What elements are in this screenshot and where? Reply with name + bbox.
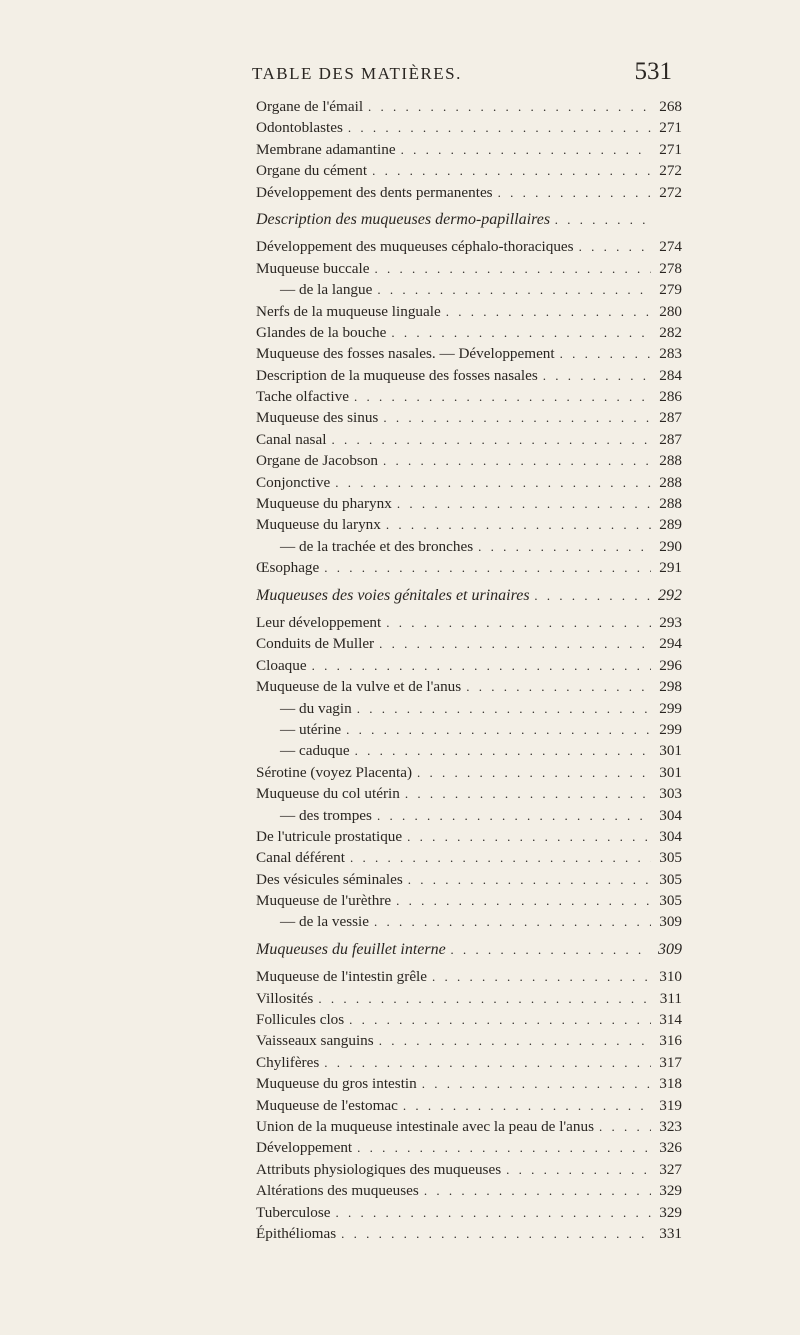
dot-leader	[355, 740, 651, 761]
toc-entry	[256, 258, 682, 279]
dot-leader	[346, 719, 651, 740]
toc-entry-label: Description de la muqueuse des fosses nasales	[256, 366, 538, 384]
toc-entry-label: Muqueuse du larynx	[256, 516, 381, 534]
toc-entry-label: Muqueuse de l'intestin grêle	[256, 968, 428, 986]
dot-leader	[383, 407, 651, 428]
dot-leader	[446, 301, 651, 322]
toc-entry	[256, 1009, 682, 1030]
toc-entry	[256, 890, 682, 911]
dot-leader	[417, 762, 651, 783]
toc-entry	[256, 988, 682, 1009]
toc-entry-page: 327	[659, 1160, 682, 1178]
dot-leader	[318, 988, 651, 1009]
dot-leader	[405, 783, 651, 804]
toc-entry-label: Tuberculose	[256, 1203, 331, 1221]
toc-entry-label: — utérine	[280, 720, 342, 738]
toc-entry-label: Chylifères	[256, 1053, 320, 1071]
dot-leader	[357, 698, 651, 719]
dot-leader	[374, 911, 651, 932]
toc-entry-page: 301	[659, 763, 682, 781]
toc-entry	[256, 160, 682, 181]
toc-entry-page: 314	[659, 1011, 682, 1029]
toc-entry	[256, 557, 682, 578]
toc-entry	[256, 279, 682, 300]
toc-entry-label: Muqueuse de l'urèthre	[256, 892, 392, 910]
toc-entry-label: Nerfs de la muqueuse linguale	[256, 302, 441, 320]
dot-leader	[407, 826, 651, 847]
dot-leader	[377, 805, 651, 826]
toc-entry-label: — de la langue	[280, 281, 373, 299]
toc-entry	[256, 847, 682, 868]
toc-entry-label: Union de la muqueuse intestinale avec la peau de l'anus	[256, 1117, 595, 1135]
toc-entry-label: Attributs physiologiques des muqueuses	[256, 1160, 502, 1178]
running-title: TABLE DES MATIÈRES.	[252, 64, 462, 83]
dot-leader	[372, 160, 651, 181]
table-of-contents	[256, 96, 682, 1244]
toc-entry-page: 293	[659, 613, 682, 631]
toc-entry-page: 301	[659, 742, 682, 760]
toc-entry-label: Organe de Jacobson	[256, 452, 379, 470]
dot-leader	[335, 472, 651, 493]
dot-leader	[432, 966, 651, 987]
toc-entry-label: Développement	[256, 1139, 353, 1157]
dot-leader	[386, 612, 651, 633]
toc-entry-label: Conduits de Muller	[256, 635, 375, 653]
toc-entry-label: Muqueuse buccale	[256, 259, 370, 277]
toc-entry	[256, 96, 682, 117]
toc-entry-label: Muqueuses du feuillet interne	[256, 940, 446, 958]
toc-entry-label: Muqueuse de la vulve et de l'anus	[256, 678, 462, 696]
toc-entry	[256, 301, 682, 322]
toc-entry-page: 287	[659, 430, 682, 448]
toc-entry-page: 278	[659, 259, 682, 277]
toc-entry-label: Glandes de la bouche	[256, 323, 387, 341]
toc-entry	[256, 536, 682, 557]
dot-leader	[424, 1180, 651, 1201]
toc-entry-page: 288	[659, 495, 682, 513]
toc-entry-label: Des vésicules séminales	[256, 870, 403, 888]
toc-entry-label: Muqueuse des sinus	[256, 409, 379, 427]
dot-leader	[368, 96, 651, 117]
toc-entry	[256, 514, 682, 535]
dot-leader	[451, 939, 651, 960]
toc-entry-page: 311	[659, 989, 682, 1007]
toc-entry	[256, 966, 682, 987]
dot-leader	[599, 1116, 651, 1137]
toc-entry-page: 284	[659, 366, 682, 384]
toc-entry	[256, 719, 682, 740]
dot-leader	[408, 869, 651, 890]
toc-entry-page: 331	[659, 1224, 682, 1242]
page-number: 531	[634, 58, 672, 85]
toc-entry-page: 292	[658, 586, 682, 604]
toc-entry	[256, 805, 682, 826]
toc-entry-page: 298	[659, 678, 682, 696]
toc-entry-label: Odontoblastes	[256, 119, 343, 137]
toc-entry-label: Canal déférent	[256, 849, 345, 867]
toc-entry-page: 304	[659, 827, 682, 845]
toc-entry-page: 291	[659, 559, 682, 577]
dot-leader	[543, 365, 651, 386]
toc-entry-label: Muqueuse de l'estomac	[256, 1096, 398, 1114]
toc-entry-page: 288	[659, 473, 682, 491]
toc-entry-page: 323	[659, 1117, 682, 1135]
toc-entry	[256, 655, 682, 676]
toc-section-heading	[256, 209, 682, 230]
dot-leader	[498, 182, 651, 203]
dot-leader	[354, 386, 651, 407]
toc-entry-page: 296	[659, 656, 682, 674]
dot-leader	[341, 1223, 651, 1244]
dot-leader	[478, 536, 651, 557]
toc-entry-page: 272	[659, 162, 682, 180]
toc-entry-page: 268	[659, 98, 682, 115]
toc-entry	[256, 1030, 682, 1051]
running-head	[252, 58, 672, 86]
toc-entry-page: 271	[659, 140, 682, 158]
toc-entry	[256, 612, 682, 633]
toc-entry-label: — caduque	[280, 742, 350, 760]
toc-entry-page: 303	[659, 785, 682, 803]
toc-entry-page: 271	[659, 119, 682, 137]
toc-entry-label: Membrane adamantine	[256, 140, 396, 158]
toc-entry	[256, 236, 682, 257]
toc-entry	[256, 1223, 682, 1244]
toc-entry	[256, 698, 682, 719]
toc-entry-page: 282	[659, 323, 682, 341]
dot-leader	[579, 236, 651, 257]
toc-entry-label: Villosités	[256, 989, 314, 1007]
dot-leader	[374, 258, 651, 279]
toc-entry	[256, 1159, 682, 1180]
toc-entry-page: 279	[659, 281, 682, 299]
dot-leader	[401, 139, 651, 160]
dot-leader	[466, 676, 651, 697]
dot-leader	[506, 1159, 651, 1180]
dot-leader	[324, 557, 651, 578]
dot-leader	[397, 493, 651, 514]
toc-entry-page: 290	[659, 537, 682, 555]
dot-leader	[386, 514, 651, 535]
toc-entry	[256, 1202, 682, 1223]
toc-entry-page: 316	[659, 1032, 682, 1050]
toc-entry-label: — des trompes	[280, 806, 372, 824]
dot-leader	[379, 633, 651, 654]
toc-entry	[256, 322, 682, 343]
dot-leader	[383, 450, 651, 471]
toc-entry-label: Muqueuses des voies génitales et urinaires	[256, 586, 530, 604]
dot-leader	[348, 117, 651, 138]
dot-leader	[555, 209, 651, 230]
toc-entry-page: 272	[659, 183, 682, 201]
toc-entry	[256, 826, 682, 847]
toc-entry	[256, 343, 682, 364]
toc-entry	[256, 1095, 682, 1116]
dot-leader	[396, 890, 651, 911]
toc-entry-page: 289	[659, 516, 682, 534]
toc-entry	[256, 493, 682, 514]
toc-entry-page: 299	[659, 720, 682, 738]
toc-entry-page: 294	[659, 635, 682, 653]
toc-entry	[256, 1052, 682, 1073]
toc-entry	[256, 139, 682, 160]
toc-entry	[256, 117, 682, 138]
toc-entry	[256, 472, 682, 493]
toc-entry-page: 317	[659, 1053, 682, 1071]
toc-section-heading	[256, 585, 682, 606]
toc-entry-label: Muqueuse du gros intestin	[256, 1075, 417, 1093]
dot-leader	[336, 1202, 651, 1223]
toc-entry	[256, 1137, 682, 1158]
dot-leader	[324, 1052, 651, 1073]
toc-entry-page: 287	[659, 409, 682, 427]
toc-entry	[256, 365, 682, 386]
toc-entry-label: Développement des muqueuses céphalo-thoraciques	[256, 238, 574, 256]
toc-entry-label: Vaisseaux sanguins	[256, 1032, 374, 1050]
toc-entry-label: De l'utricule prostatique	[256, 827, 403, 845]
toc-entry-label: Organe du cément	[256, 162, 368, 180]
toc-entry-page: 329	[659, 1203, 682, 1221]
dot-leader	[312, 655, 651, 676]
toc-entry	[256, 386, 682, 407]
toc-entry	[256, 407, 682, 428]
toc-entry	[256, 450, 682, 471]
toc-entry	[256, 869, 682, 890]
dot-leader	[357, 1137, 651, 1158]
toc-entry-label: Œsophage	[256, 559, 320, 577]
dot-leader	[349, 1009, 651, 1030]
toc-entry-label: Tache olfactive	[256, 388, 349, 406]
toc-entry	[256, 676, 682, 697]
toc-entry-page: 280	[659, 302, 682, 320]
toc-entry-page: 305	[659, 892, 682, 910]
toc-entry	[256, 1116, 682, 1137]
dot-leader	[535, 585, 651, 606]
toc-entry-label: Altérations des muqueuses	[256, 1182, 419, 1200]
toc-entry-label: Muqueuse du col utérin	[256, 785, 400, 803]
toc-entry-page: 309	[658, 940, 682, 958]
toc-entry-page: 305	[659, 870, 682, 888]
dot-leader	[560, 343, 651, 364]
toc-entry-label: — du vagin	[280, 699, 352, 717]
toc-entry	[256, 429, 682, 450]
dot-leader	[379, 1030, 651, 1051]
toc-entry-label: — de la vessie	[280, 913, 369, 931]
toc-entry-page: 309	[659, 913, 682, 931]
dot-leader	[391, 322, 651, 343]
toc-section-heading	[256, 939, 682, 960]
toc-entry-label: Follicules clos	[256, 1011, 345, 1029]
dot-leader	[403, 1095, 651, 1116]
toc-entry-label: Organe de l'émail	[256, 98, 364, 115]
toc-entry	[256, 783, 682, 804]
toc-entry	[256, 1180, 682, 1201]
toc-entry-page: 283	[659, 345, 682, 363]
toc-entry-page: 310	[659, 968, 682, 986]
toc-entry-label: Développement des dents permanentes	[256, 183, 493, 201]
toc-entry	[256, 182, 682, 203]
toc-entry	[256, 911, 682, 932]
toc-entry-label: Conjonctive	[256, 473, 331, 491]
toc-entry-label: Description des muqueuses dermo-papillaires	[256, 210, 551, 228]
dot-leader	[350, 847, 651, 868]
toc-entry-page: 318	[659, 1075, 682, 1093]
toc-entry-page: 274	[659, 238, 682, 256]
toc-entry-page: 304	[659, 806, 682, 824]
toc-entry-label: Cloaque	[256, 656, 307, 674]
toc-entry-label: Muqueuse du pharynx	[256, 495, 392, 513]
toc-entry	[256, 740, 682, 761]
toc-entry	[256, 762, 682, 783]
toc-entry-page: 326	[659, 1139, 682, 1157]
toc-entry	[256, 1073, 682, 1094]
dot-leader	[331, 429, 651, 450]
toc-entry-page: 305	[659, 849, 682, 867]
toc-entry-page: 319	[659, 1096, 682, 1114]
toc-entry-page: 329	[659, 1182, 682, 1200]
toc-entry-label: Muqueuse des fosses nasales. — Développement	[256, 345, 555, 363]
toc-entry-page: 299	[659, 699, 682, 717]
toc-entry-label: Canal nasal	[256, 430, 327, 448]
toc-entry-label: Leur développement	[256, 613, 382, 631]
toc-entry-page: 286	[659, 388, 682, 406]
toc-entry-label: Sérotine (voyez Placenta)	[256, 763, 413, 781]
toc-entry-label: Épithéliomas	[256, 1224, 337, 1242]
toc-entry	[256, 633, 682, 654]
toc-entry-label: — de la trachée et des bronches	[280, 537, 474, 555]
dot-leader	[377, 279, 651, 300]
toc-entry-page: 288	[659, 452, 682, 470]
dot-leader	[422, 1073, 651, 1094]
